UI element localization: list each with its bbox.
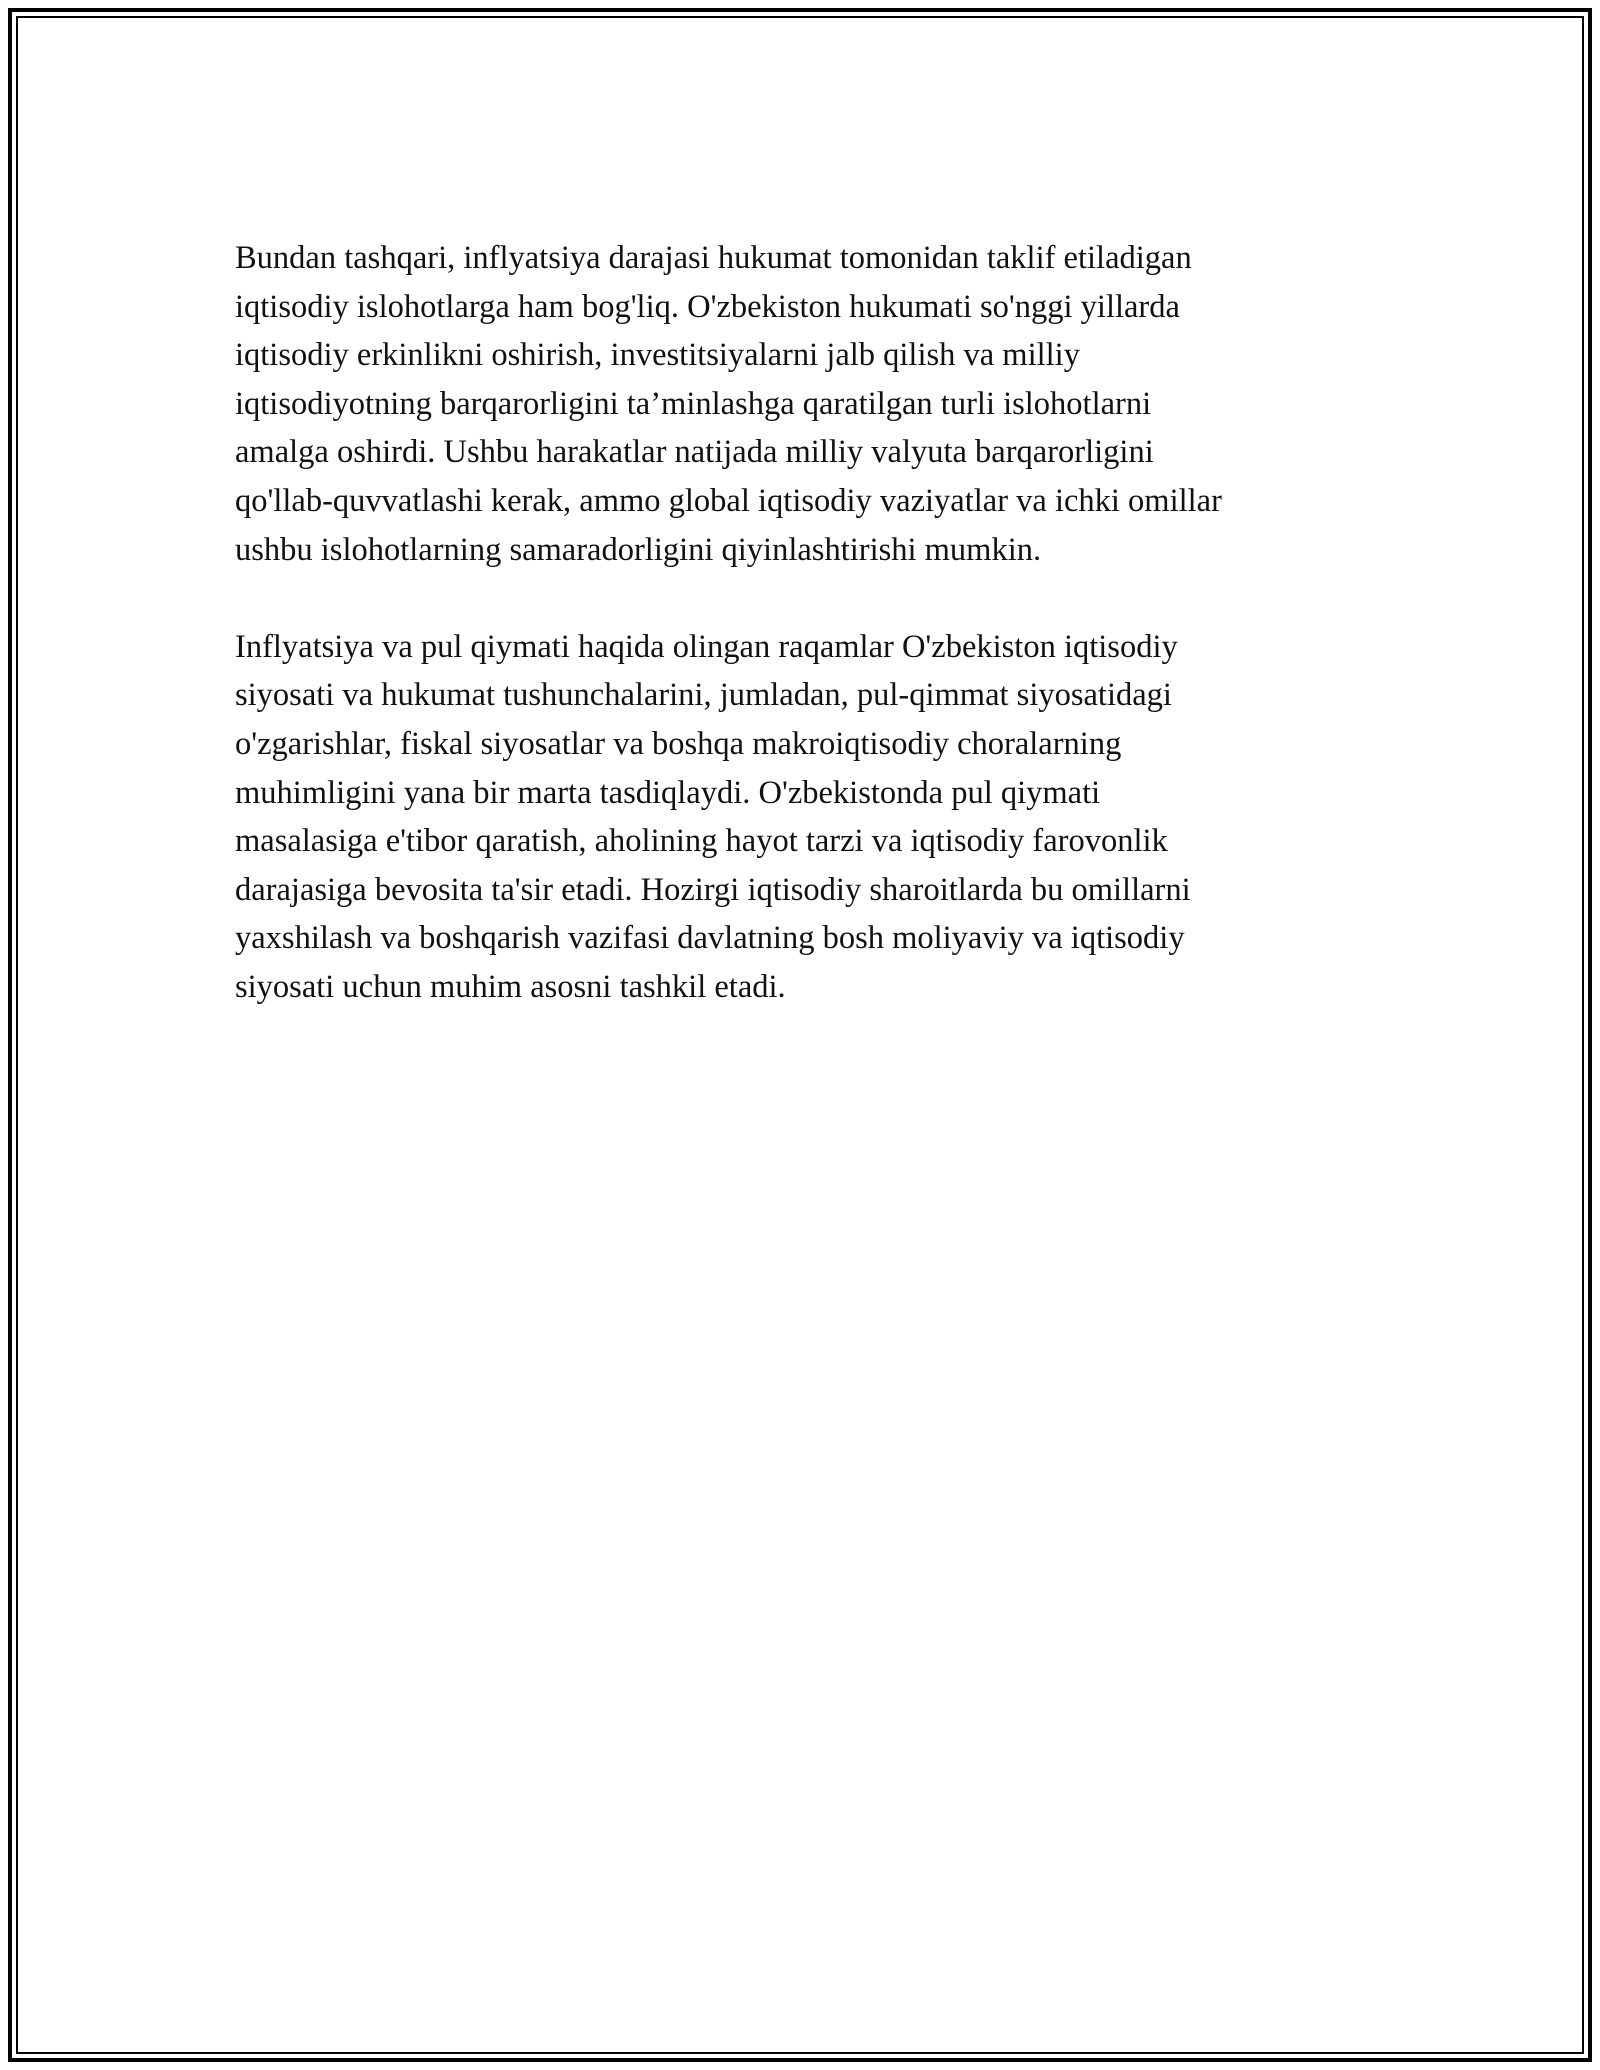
text-line: iqtisodiyotning barqarorligini ta’minlashga qaratilgan turli islohotlarni [235, 385, 1152, 422]
text-line: amalga oshirdi. Ushbu harakatlar natijada milliy valyuta barqarorligini [235, 434, 1154, 471]
text-line: yaxshilash va boshqarish vazifasi davlatning bosh moliyaviy va iqtisodiy [235, 920, 1185, 957]
text-line: qo'llab-quvvatlashi kerak, ammo global iqtisodiy vaziyatlar va ichki omillar [235, 482, 1222, 519]
text-line: o'zgarishlar, fiskal siyosatlar va boshqa makroiqtisodiy choralarning [235, 725, 1122, 762]
text-line: masalasiga e'tibor qaratish, aholining hayot tarzi va iqtisodiy farovonlik [235, 823, 1168, 860]
text-line: Inflyatsiya va pul qiymati haqida olingan raqamlar O'zbekiston iqtisodiy [235, 628, 1178, 665]
document-body [235, 234, 1375, 1012]
text-line: muhimligini yana bir marta tasdiqlaydi. O'zbekistonda pul qiymati [235, 774, 1101, 811]
text-line: ushbu islohotlarning samaradorligini qiyinlashtirishi mumkin. [235, 531, 1042, 568]
text-line: iqtisodiy erkinlikni oshirish, investitsiyalarni jalb qilish va milliy [235, 337, 1080, 374]
text-line: iqtisodiy islohotlarga ham bog'liq. O'zbekiston hukumati so'nggi yillarda [235, 288, 1180, 325]
text-line: siyosati uchun muhim asosni tashkil etadi. [235, 968, 786, 1005]
paragraph-2 [235, 623, 1375, 1012]
paragraph-1 [235, 234, 1375, 574]
text-line: Bundan tashqari, inflyatsiya darajasi hukumat tomonidan taklif etiladigan [235, 240, 1192, 276]
text-line: siyosati va hukumat tushunchalarini, jumladan, pul-qimmat siyosatidagi [235, 677, 1172, 714]
text-line: darajasiga bevosita ta'sir etadi. Hozirgi iqtisodiy sharoitlarda bu omillarni [235, 871, 1191, 908]
